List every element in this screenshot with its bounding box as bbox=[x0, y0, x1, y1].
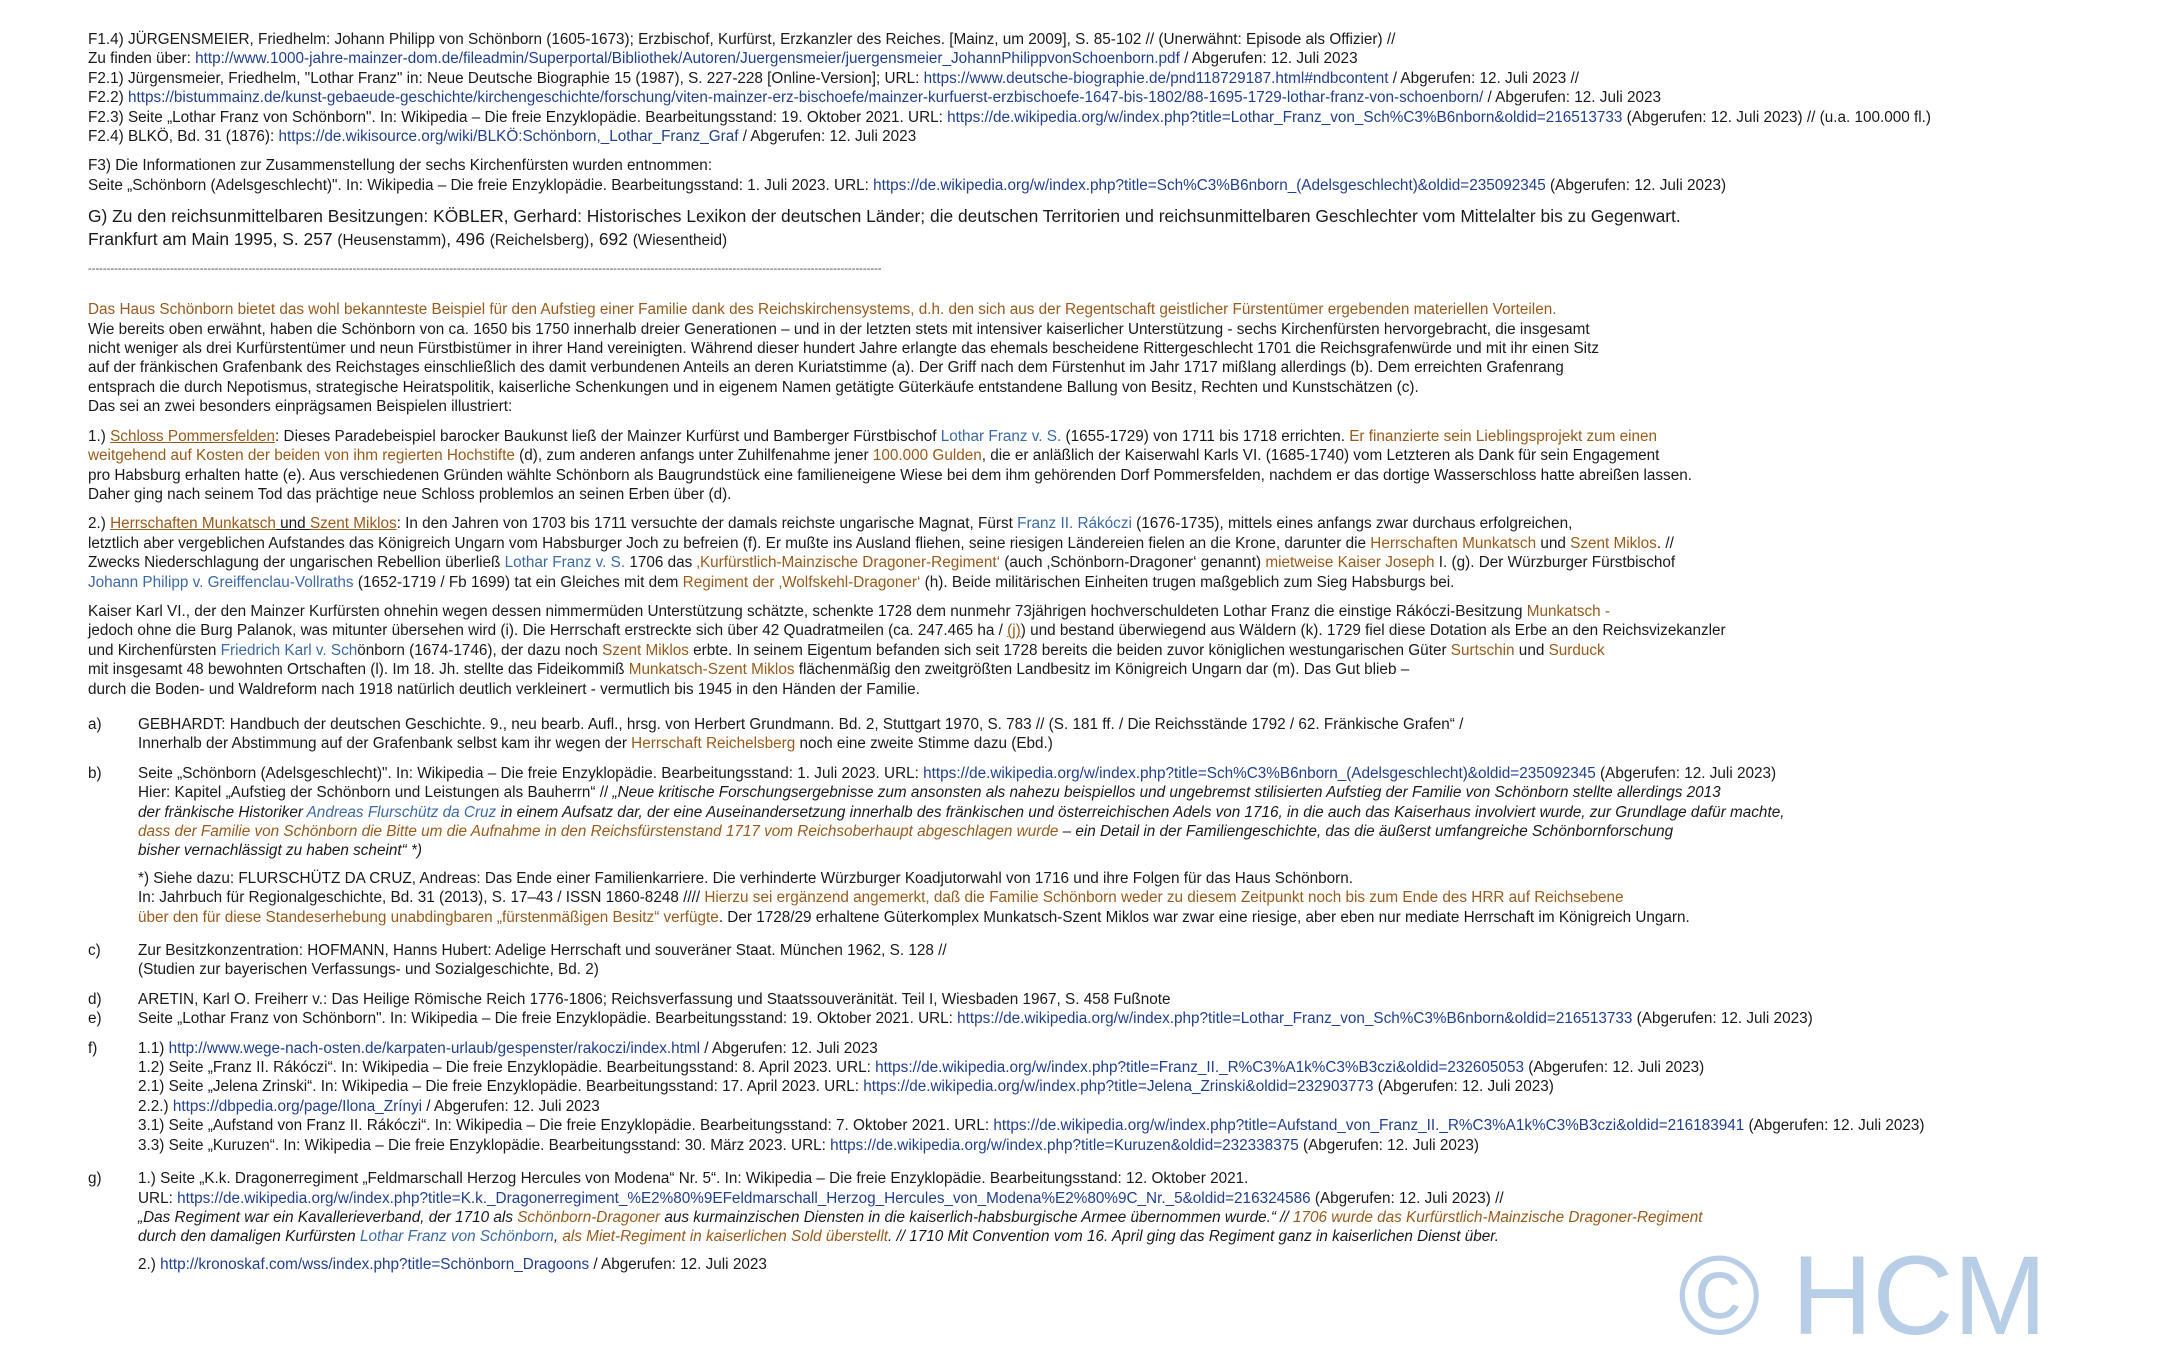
karl-vi-paragraph: Kaiser Karl VI., der den Mainzer Kurfürsten ohnehin wegen dessen nimmermüden Unterstützung schätzte, schenkte 1728 dem nunmehr 73jährigen hochverschuldeten Lothar Franz die einstige Rákóczi-Besitzung Munkatsch - jedoch ohne die Burg Palanok, was mitunter übersehen wird (i). Die Herrschaft erstreckte sich über 42 Quadratmeilen (ca. 247.465 ha / (j)) und bestand überwiegend aus Wäldern (k). 1729 fiel diese Dotation als Erbe an den Reichsvizekanzler und Kirchenfürsten Friedrich Karl v. Schönborn (1674-1746), der dazu noch Szent Miklos erbte. In seinem Eigentum befanden sich seit 1728 bereits die beiden zuvor königlichen westungarischen Güter Surtschin und Surduck mit insgesamt 48 bewohnten Ortschaften (l). Im 18. Jh. stellte das Fideikommiß Munkatsch-Szent Miklos flächenmäßig den zweitgrößten Landbesitz im Königreich Ungarn dar (m). Das Gut blieb – durch die Boden- und Waldreform nach 1918 natürlich deutlich verkleinert - vermutlich bis 1945 in den Händen der Familie. bbox=[88, 602, 1726, 698]
source-f2-4: F2.4) BLKÖ, Bd. 31 (1876): https://de.wikisource.org/wiki/BLKÖ:Schönborn,_Lothar_Franz_Graf / Abgerufen: 12. Juli 2023 bbox=[88, 128, 917, 146]
szent-miklos-link[interactable]: Szent Miklos bbox=[309, 515, 397, 533]
copyright-watermark: © HCM bbox=[1678, 1233, 2047, 1358]
note-g: g) 1.) Seite „K.k. Dragonerregiment „Feldmarschall Herzog Hercules von Modena“ Nr. 5“. In: Wikipedia – Die freie Enzyklopädie. Bearbeitungsstand: 12. Oktober 2021. URL: https://de.wikipedia.org/w/index.php?title=K.k._Dragonerregiment_%E2%80%9EFeldmarschall_Herzog_Hercules_von_Modena%E2%80%9C_Nr._5&oldid=216324586 (Abgerufen: 12. Juli 2023) // „Das Regiment war ein Kavallerieverband, der 1710 als Schönborn-Dragoner aus kurmainzischen Diensten in die kaiserlich-habsburgische Armee übernommen wurde.“ // 1706 wurde das Kurfürstlich-Mainzische Dragoner-Regiment durch den damaligen Kurfürsten Lothar Franz von Schönborn, als Miet-Regiment in kaiserlichen Sold überstellt. // 1710 Mit Convention vom 16. April ging das Regiment ganz in kaiserlichen Dienst über. 2.) http://kronoskaf.com/wss/index.php?title=Schönborn_Dragoons / Abgerufen: 12. Juli 2023 bbox=[88, 1170, 1703, 1273]
note-c: c) Zur Besitzkonzentration: HOFMANN, Hanns Hubert: Adelige Herrschaft und souveräner Staat. München 1962, S. 128 // (Studien zur bayerischen Verfassungs- und Sozialgeschichte, Bd. 2) bbox=[88, 942, 947, 979]
source-f3: F3) Die Informationen zur Zusammenstellung der sechs Kirchenfürsten wurden entnommen: Seite „Schönborn (Adelsgeschlecht)". In: Wikipedia – Die freie Enzyklopädie. Bearbeitungsstand: 1. Juli 2023. URL: https://de.wikipedia.org/w/index.php?title=Sch%C3%B6nborn_(Adelsgeschlecht)&oldid=235092345 (Abgerufen: 12. Juli 2023) bbox=[88, 157, 1727, 194]
source-link[interactable]: https://de.wikipedia.org/w/index.php?title=Sch%C3%B6nborn_(Adelsgeschlecht)&oldid=235092345 bbox=[923, 764, 1596, 782]
intro-paragraph: Das Haus Schönborn bietet das wohl bekannteste Beispiel für den Aufstieg einer Familie dank des Reichskirchensystems, d.h. den sich aus der Regentschaft geistlicher Fürstentümer ergebenden materiellen Vorteilen. Wie bereits oben erwähnt, haben die Schönborn von ca. 1650 bis 1750 innerhalb dreier Generationen – und in der letzten stets mit intensiver kaiserlicher Unterstützung - sechs Kirchenfürsten hervorgebracht, die insgesamt nicht weniger als drei Kurfürstentümer und neun Fürstbistümer in ihrer Hand vereinigten. Während dieser hundert Jahre erlangte das ehemals bescheidene Rittergeschlecht 1701 die Reichsgrafenwürde und mit ihr einen Sitz auf der fränkischen Grafenbank des Reichstages einschließlich des damit verbundenen Anteils an deren Kuriatstimme (a). Der Griff nach dem Fürstenhut im Jahr 1717 mißlang allerdings (b). Dem erreichten Grafenrang entsprach die durch Nepotismus, strategische Heiratspolitik, kaiserliche Schenkungen und in eigenem Namen getätigte Güterkäufe entstandene Ballung von Besitz, Rechten und Kunstschätzen (c). Das sei an zwei besonders einprägsamen Beispielen illustriert: bbox=[88, 301, 1599, 416]
footnote-j-link[interactable]: (j) bbox=[1007, 622, 1021, 640]
source-link[interactable]: http://www.1000-jahre-mainzer-dom.de/fileadmin/Superportal/Bibliothek/Autoren/Juergensmeier/juergensmeier_JohannPhilippvonSchoenborn.pdf bbox=[195, 50, 1180, 68]
source-g: G) Zu den reichsunmittelbaren Besitzungen: KÖBLER, Gerhard: Historisches Lexikon der deutschen Länder; die deutschen Territorien und reichsunmittelbaren Geschlechter vom Mittelalter bis zu Gegenwart. Frankfurt am Main 1995, S. 257 (Heusenstamm), 496 (Reichelsberg), 692 (Wiesentheid) bbox=[88, 206, 1681, 250]
source-f1-4-link-line: Zu finden über: http://www.1000-jahre-mainzer-dom.de/fileadmin/Superportal/Bibliothek/Autoren/Juergensmeier/juergensmeier_JohannPhilippvonSchoenborn.pdf / Abgerufen: 12. Juli 2023 bbox=[88, 50, 1358, 68]
source-link[interactable]: https://de.wikipedia.org/w/index.php?title=Lothar_Franz_von_Sch%C3%B6nborn&oldid=216513733 bbox=[947, 108, 1623, 126]
source-link[interactable]: http://www.wege-nach-osten.de/karpaten-urlaub/gespenster/rakoczi/index.html bbox=[168, 1039, 701, 1057]
note-d: d) ARETIN, Karl O. Freiherr v.: Das Heilige Römische Reich 1776-1806; Reichsverfassung und Staatssouveränität. Teil I, Wiesbaden 1967, S. 458 Fußnote bbox=[88, 990, 1171, 1008]
example-munkatsch: 2.) Herrschaften Munkatsch und Szent Miklos: In den Jahren von 1703 bis 1711 versuchte der damals reichste ungarische Magnat, Fürst Franz II. Rákóczi (1676-1735), mittels eines anfangs zwar durchaus erfolgreichen, letztlich aber vergeblichen Aufstandes das Königreich Ungarn vom Habsburger Joch zu befreien (f). Er mußte ins Ausland fliehen, seine riesigen Ländereien fielen an die Krone, darunter die Herrschaften Munkatsch und Szent Miklos. // Zwecks Niederschlagung der ungarischen Rebellion überließ Lothar Franz v. S. 1706 das ‚Kurfürstlich-Mainzische Dragoner-Regiment‘ (auch ‚Schönborn-Dragoner‘ genannt) mietweise Kaiser Joseph I. (g). Der Würzburger Fürstbischof Johann Philipp v. Greiffenclau-Vollraths (1652-1719 / Fb 1699) tat ein Gleiches mit dem Regiment der ‚Wolfskehl-Dragoner‘ (h). Beide militärischen Einheiten trugen maßgeblich zum Sieg Habsburgs bei. bbox=[88, 515, 1676, 591]
sources-f bbox=[88, 30, 2148, 146]
source-link[interactable]: https://de.wikipedia.org/w/index.php?title=K.k._Dragonerregiment_%E2%80%9EFeldmarschall_Herzog_Hercules_von_Modena%E2%80%9C_Nr._5&oldid=216324586 bbox=[177, 1189, 1311, 1207]
source-link[interactable]: https://de.wikipedia.org/w/index.php?title=Franz_II._R%C3%A1k%C3%B3czi&oldid=232605053 bbox=[875, 1059, 1524, 1077]
source-link[interactable]: http://kronoskaf.com/wss/index.php?title=Schönborn_Dragoons bbox=[160, 1255, 590, 1273]
source-link[interactable]: https://de.wikipedia.org/w/index.php?title=Aufstand_von_Franz_II._R%C3%A1k%C3%B3czi&oldid=216183941 bbox=[993, 1117, 1745, 1135]
source-link[interactable]: https://www.deutsche-biographie.de/pnd118729187.html#ndbcontent bbox=[923, 69, 1389, 87]
source-link[interactable]: https://de.wikipedia.org/w/index.php?title=Kuruzen&oldid=232338375 bbox=[830, 1136, 1299, 1154]
source-f2-1: F2.1) Jürgensmeier, Friedhelm, "Lothar Franz" in: Neue Deutsche Biographie 15 (1987), S. 227-228 [Online-Version]; URL: https://www.deutsche-biographie.de/pnd118729187.html#ndbcontent / Abgerufen: 12. Juli 2023 // bbox=[88, 69, 1580, 87]
source-link[interactable]: https://de.wikipedia.org/w/index.php?title=Sch%C3%B6nborn_(Adelsgeschlecht)&oldid=235092345 bbox=[873, 176, 1546, 194]
source-link[interactable]: https://dbpedia.org/page/Ilona_Zrínyi bbox=[172, 1097, 423, 1115]
source-link[interactable]: https://de.wikisource.org/wiki/BLKÖ:Schönborn,_Lothar_Franz_Graf bbox=[278, 128, 739, 146]
source-link[interactable]: https://bistummainz.de/kunst-gebaeude-geschichte/kirchengeschichte/forschung/viten-mainzer-erz-bischoefe/mainzer-kurfuerst-erzbischoefe-1647-bis-1802/88-1695-1729-lothar-franz-von-schoenborn/ bbox=[127, 89, 1484, 107]
note-f: f) 1.1) http://www.wege-nach-osten.de/karpaten-urlaub/gespenster/rakoczi/index.html / Abgerufen: 12. Juli 2023 1.2) Seite „Franz II. Rákóczi“. In: Wikipedia – Die freie Enzyklopädie. Bearbeitungsstand: 8. April 2023. URL: https://de.wikipedia.org/w/index.php?title=Franz_II._R%C3%A1k%C3%B3czi&oldid=232605053 (Abgerufen: 12. Juli 2023) 2.1) Seite „Jelena Zrinski“. In: Wikipedia – Die freie Enzyklopädie. Bearbeitungsstand: 17. April 2023. URL: https://de.wikipedia.org/w/index.php?title=Jelena_Zrinski&oldid=232903773 (Abgerufen: 12. Juli 2023) 2.2.) https://dbpedia.org/page/Ilona_Zrínyi / Abgerufen: 12. Juli 2023 3.1) Seite „Aufstand von Franz II. Rákóczi“. In: Wikipedia – Die freie Enzyklopädie. Bearbeitungsstand: 7. Oktober 2021. URL: https://de.wikipedia.org/w/index.php?title=Aufstand_von_Franz_II._R%C3%A1k%C3%B3czi&oldid=216183941 (Abgerufen: 12. Juli 2023) 3.3) Seite „Kuruzen“. In: Wikipedia – Die freie Enzyklopädie. Bearbeitungsstand: 30. März 2023. URL: https://de.wikipedia.org/w/index.php?title=Kuruzen&oldid=232338375 (Abgerufen: 12. Juli 2023) bbox=[88, 1039, 1925, 1154]
munkatsch-link[interactable]: Herrschaften Munkatsch bbox=[110, 515, 276, 533]
source-link[interactable]: https://de.wikipedia.org/w/index.php?title=Jelena_Zrinski&oldid=232903773 bbox=[863, 1078, 1374, 1096]
note-e: e) Seite „Lothar Franz von Schönborn". In: Wikipedia – Die freie Enzyklopädie. Bearbeitungsstand: 19. Oktober 2021. URL: https://de.wikipedia.org/w/index.php?title=Lothar_Franz_von_Sch%C3%B6nborn&oldid=216513733 (Abgerufen: 12. Juli 2023) bbox=[88, 1010, 1813, 1028]
source-f2-3: F2.3) Seite „Lothar Franz von Schönborn". In: Wikipedia – Die freie Enzyklopädie. Bearbeitungsstand: 19. Oktober 2021. URL: https://de.wikipedia.org/w/index.php?title=Lothar_Franz_von_Sch%C3%B6nborn&oldid=216513733 (Abgerufen: 12. Juli 2023) // (u.a. 100.000 fl.) bbox=[88, 108, 1932, 126]
note-b: b) Seite „Schönborn (Adelsgeschlecht)". In: Wikipedia – Die freie Enzyklopädie. Bearbeitungsstand: 1. Juli 2023. URL: https://de.wikipedia.org/w/index.php?title=Sch%C3%B6nborn_(Adelsgeschlecht)&oldid=235092345 (Abgerufen: 12. Juli 2023) Hier: Kapitel „Aufstieg der Schönborn und Leistungen als Bauherrn“ // „Neue kritische Forschungsergebnisse zum ansonsten als nahezu beispiellos und ungebremst stilisierten Aufstieg der Familie von Schönborn stellte allerdings 2013 der fränkische Historiker Andreas Flurschütz da Cruz in einem Aufsatz dar, der eine Auseinandersetzung innerhalb des fränkischen und österreichischen Adels von 1716, in die auch das Kaiserhaus involviert wurde, zur Grundlage dafür machte, dass der Familie von Schönborn die Bitte um die Aufnahme in den Reichsfürstenstand 1717 vom Reichsoberhaupt abgeschlagen wurde – ein Detail in der Familiengeschichte, das die äußerst umfangreiche Schönbornforschung bisher vernachlässigt zu haben scheint“ *) *) Siehe dazu: FLURSCHÜTZ DA CRUZ, Andreas: Das Ende einer Familienkarriere. Die verhinderte Würzburger Koadjutorwahl von 1716 und ihre Folgen für das Haus Schönborn. In: Jahrbuch für Regionalgeschichte, Bd. 31 (2013), S. 17–43 / ISSN 1860-8248 //// Hierzu sei ergänzend angemerkt, daß die Familie Schönborn weder zu diesem Zeitpunkt noch bis zum Ende des HRR auf Reichsebene über den für diese Standeserhebung unabdingbaren „fürstenmäßigen Besitz“ verfügte. Der 1728/29 erhaltene Güterkomplex Munkatsch-Szent Miklos war zwar eine riesige, aber eben nur mediate Herrschaft im Königreich Ungarn. bbox=[88, 764, 1785, 926]
source-link[interactable]: https://de.wikipedia.org/w/index.php?title=Lothar_Franz_von_Sch%C3%B6nborn&oldid=216513733 bbox=[957, 1010, 1633, 1028]
separator-line: --------------------------------------------------------------------------------------------------------------------------------------------------------------------------------------------------------------------- bbox=[88, 263, 882, 276]
document-page bbox=[88, 30, 2148, 1274]
pommersfelden-link[interactable]: Schloss Pommersfelden bbox=[110, 427, 276, 445]
note-a: a) GEBHARDT: Handbuch der deutschen Geschichte. 9., neu bearb. Aufl., hrsg. von Herbert Grundmann. Bd. 2, Stuttgart 1970, S. 783 // (S. 181 ff. / Die Reichsstände 1792 / 62. Fränkische Grafen“ / Innerhalb der Abstimmung auf der Grafenbank selbst kam ihr wegen der Herrschaft Reichelsberg noch eine zweite Stimme dazu (Ebd.) bbox=[88, 715, 1464, 753]
source-f1-4: F1.4) JÜRGENSMEIER, Friedhelm: Johann Philipp von Schönborn (1605-1673); Erzbischof, Kurfürst, Erzkanzler des Reiches. [Mainz, um 2009], S. 85-102 // (Unerwähnt: Episode als Offizier) // bbox=[88, 31, 1396, 48]
example-pommersfelden: 1.) Schloss Pommersfelden: Dieses Paradebeispiel barocker Baukunst ließ der Mainzer Kurfürst und Bamberger Fürstbischof Lothar Franz v. S. (1655-1729) von 1711 bis 1718 errichten. Er finanzierte sein Lieblingsprojekt zum einen weitgehend auf Kosten der beiden von ihm regierten Hochstifte (d), zum anderen anfangs unter Zuhilfenahme jener 100.000 Gulden, die er anläßlich der Kaiserwahl Karls VI. (1685-1740) vom Letzteren als Dank für sein Engagement pro Habsburg erhalten hatte (e). Aus verschiedenen Gründen wählte Schönborn als Baugrundstück eine familieneigene Wiese bei dem ihm gehörenden Dorf Pommersfelden, nachdem er das dortige Wasserschloss hatte abreißen lassen. Daher ging nach seinem Tod das prächtige neue Schloss problemlos an seinen Erben über (d). bbox=[88, 427, 1692, 503]
source-f2-2: F2.2) https://bistummainz.de/kunst-gebaeude-geschichte/kirchengeschichte/forschung/viten-mainzer-erz-bischoefe/mainzer-kurfuerst-erzbischoefe-1647-bis-1802/88-1695-1729-lothar-franz-von-schoenborn/ / Abgerufen: 12. Juli 2023 bbox=[88, 89, 1662, 107]
